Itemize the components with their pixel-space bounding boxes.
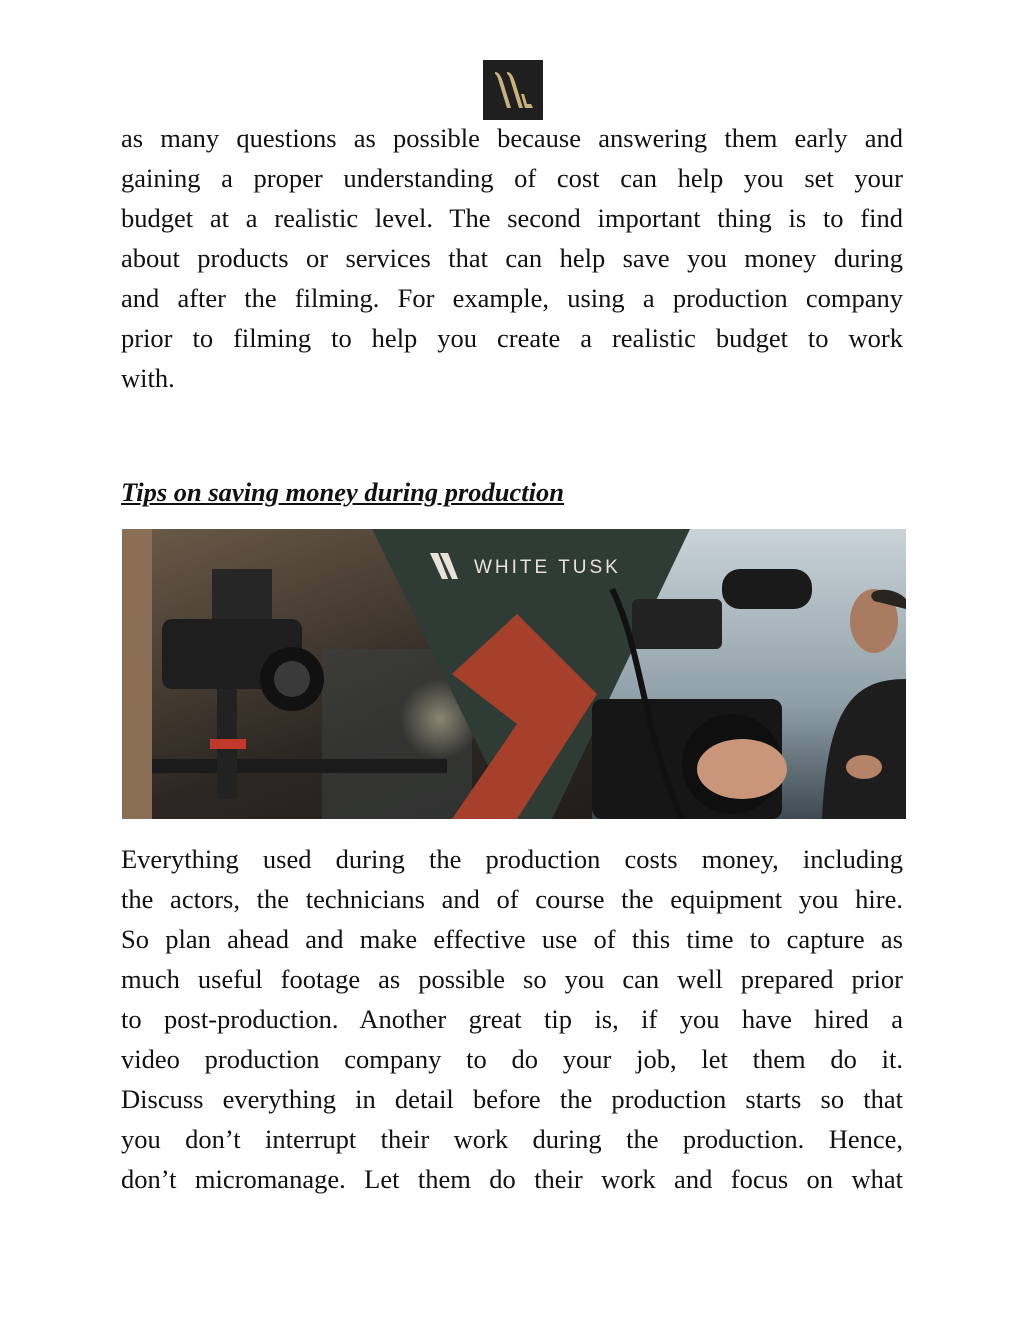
production-banner-image	[122, 529, 906, 819]
paragraph-line: don’t micromanage. Let them do their work and focus on what	[121, 1164, 903, 1194]
paragraph-line: and after the filming. For example, using a production company	[121, 283, 903, 313]
paragraph-line: about products or services that can help save you money during	[121, 243, 903, 273]
paragraph-line: with.	[121, 363, 175, 393]
paragraph-line: video production company to do your job, let them do it.	[121, 1044, 903, 1074]
paragraph-line: much useful footage as possible so you can well prepared prior	[121, 964, 903, 994]
paragraph-line: So plan ahead and make effective use of this time to capture as	[121, 924, 903, 954]
paragraph-line: budget at a realistic level. The second important thing is to find	[121, 203, 903, 233]
paragraph-line: you don’t interrupt their work during the production. Hence,	[121, 1124, 903, 1154]
paragraph-line: Discuss everything in detail before the production starts so that	[121, 1084, 903, 1114]
paragraph-line: as many questions as possible because answering them early and	[121, 123, 903, 153]
banner-brand-text: WHITE TUSK	[474, 557, 621, 578]
intro-paragraph	[121, 118, 903, 398]
paragraph-line: the actors, the technicians and of course the equipment you hire.	[121, 884, 903, 914]
section-heading: Tips on saving money during production	[121, 477, 564, 507]
white-tusk-logo-icon	[483, 60, 543, 120]
paragraph-line: to post-production. Another great tip is, if you have hired a	[121, 1004, 903, 1034]
paragraph-line: prior to filming to help you create a realistic budget to work	[121, 323, 903, 353]
paragraph-line: gaining a proper understanding of cost can help you set your	[121, 163, 903, 193]
paragraph-line: Everything used during the production costs money, including	[121, 844, 903, 874]
tips-paragraph	[121, 839, 903, 1199]
